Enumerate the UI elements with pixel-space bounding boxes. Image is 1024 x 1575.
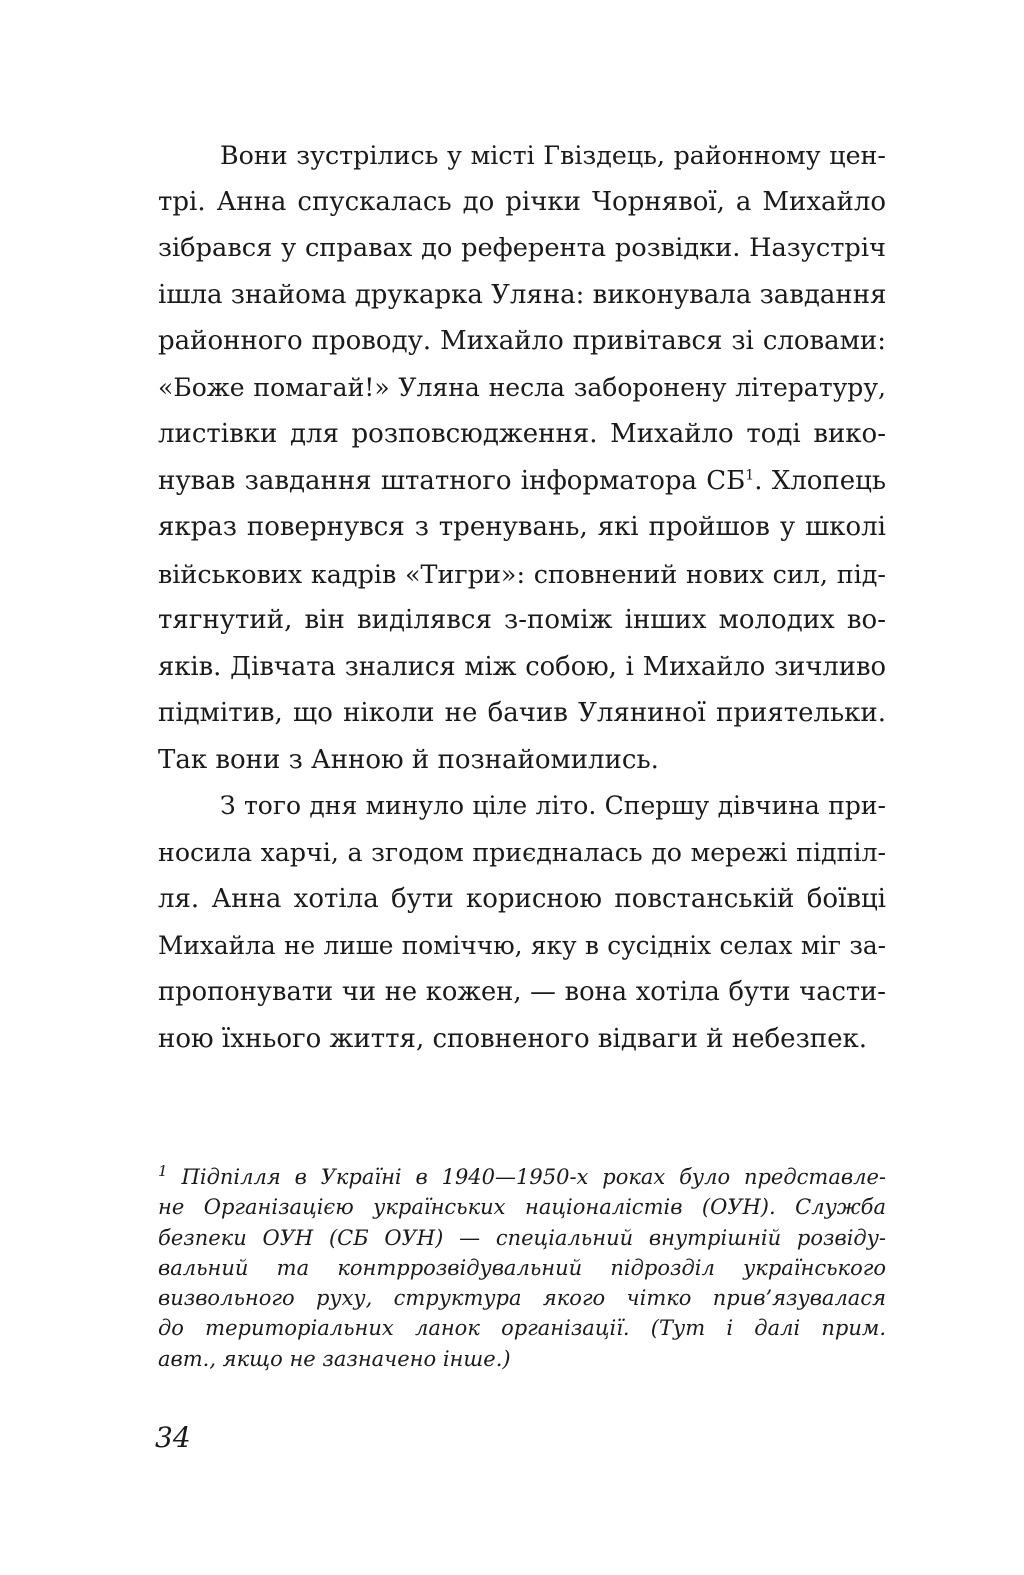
page-number: 34 — [155, 1421, 191, 1454]
footnote-line: визвольного руху, структура якого чітко прив’язувалася — [158, 1286, 886, 1311]
paragraph-1-line: Вони зустрілись у місті Гвіздець, районному цен- — [220, 140, 886, 170]
paragraph-1-line: «Боже помагай!» Уляна несла заборонену літературу, — [158, 372, 886, 402]
paragraph-2-line: носила харчі, а згодом приєдналась до мережі підпіл- — [158, 837, 886, 867]
paragraph-1-line: тягнутий, він виділявся з-поміж інших молодих во- — [158, 605, 886, 635]
footnote-line: авт., якщо не зазначено інше.) — [158, 1346, 511, 1371]
footnote-line: до територіальних ланок організації. (Тут і далі прим. — [158, 1316, 886, 1341]
paragraph-1-line: трі. Анна спускалась до річки Чорнявої, а Михайло — [158, 186, 886, 217]
line-text: нував завдання штатного інформатора СБ — [158, 465, 746, 496]
footnote-mark: 1 — [158, 1162, 168, 1180]
footnote-line: вальний та контррозвідувальний підрозділ українського — [158, 1255, 886, 1280]
paragraph-1-line: листівки для розповсюдження. Михайло тоді вико- — [158, 419, 886, 449]
paragraph-1-line: військових кадрів «Тигри»: сповнений нових сил, під- — [158, 558, 886, 589]
paragraph-2-line: ля. Анна хотіла бути корисною повстанській боївці — [158, 884, 886, 914]
paragraph-1-line: яків. Дівчата зналися між собою, і Михайло зичливо — [158, 651, 886, 682]
paragraph-2-line: ною їхнього життя, сповненого відваги й небезпек. — [158, 1023, 867, 1054]
line-text-tail: . Хлопець — [754, 465, 886, 496]
paragraph-1-line: зібрався у справах до референта розвідки. Назустріч — [158, 233, 886, 263]
paragraph-1-line-with-footnote — [158, 458, 886, 505]
paragraph-1-line: ішла знайома друкарка Уляна: виконувала завдання — [158, 279, 887, 310]
footnote-line: не Організацією українських націоналістів (ОУН). Служба — [158, 1195, 886, 1220]
footnote-line — [158, 1162, 886, 1192]
paragraph-1-line: Так вони з Анною й познайомились. — [158, 744, 659, 775]
paragraph-1-line: районного проводу. Михайло привітався зі словами: — [158, 326, 886, 356]
paragraph-2-line: Михайла не лише поміччю, яку в сусідніх селах міг за- — [158, 930, 886, 960]
paragraph-2-line: З того дня минуло ціле літо. Спершу дівчина при- — [220, 791, 886, 820]
paragraph-2-line: пропонувати чи не кожен, — вона хотіла бути части- — [158, 977, 886, 1007]
paragraph-1-line: підмітив, що ніколи не бачив Уляниної приятельки. — [158, 698, 886, 728]
body-text — [158, 132, 886, 1062]
footnote — [158, 1162, 886, 1374]
footnote-line: безпеки ОУН (СБ ОУН) — спеціальний внутрішній розвіду- — [158, 1225, 886, 1250]
footnote-line-text: Підпілля в Україні в 1940—1950-х роках було представле- — [181, 1165, 886, 1189]
footnote-reference: 1 — [745, 466, 755, 483]
paragraph-1-line: якраз повернувся з тренувань, які пройшов у школі — [158, 512, 886, 542]
